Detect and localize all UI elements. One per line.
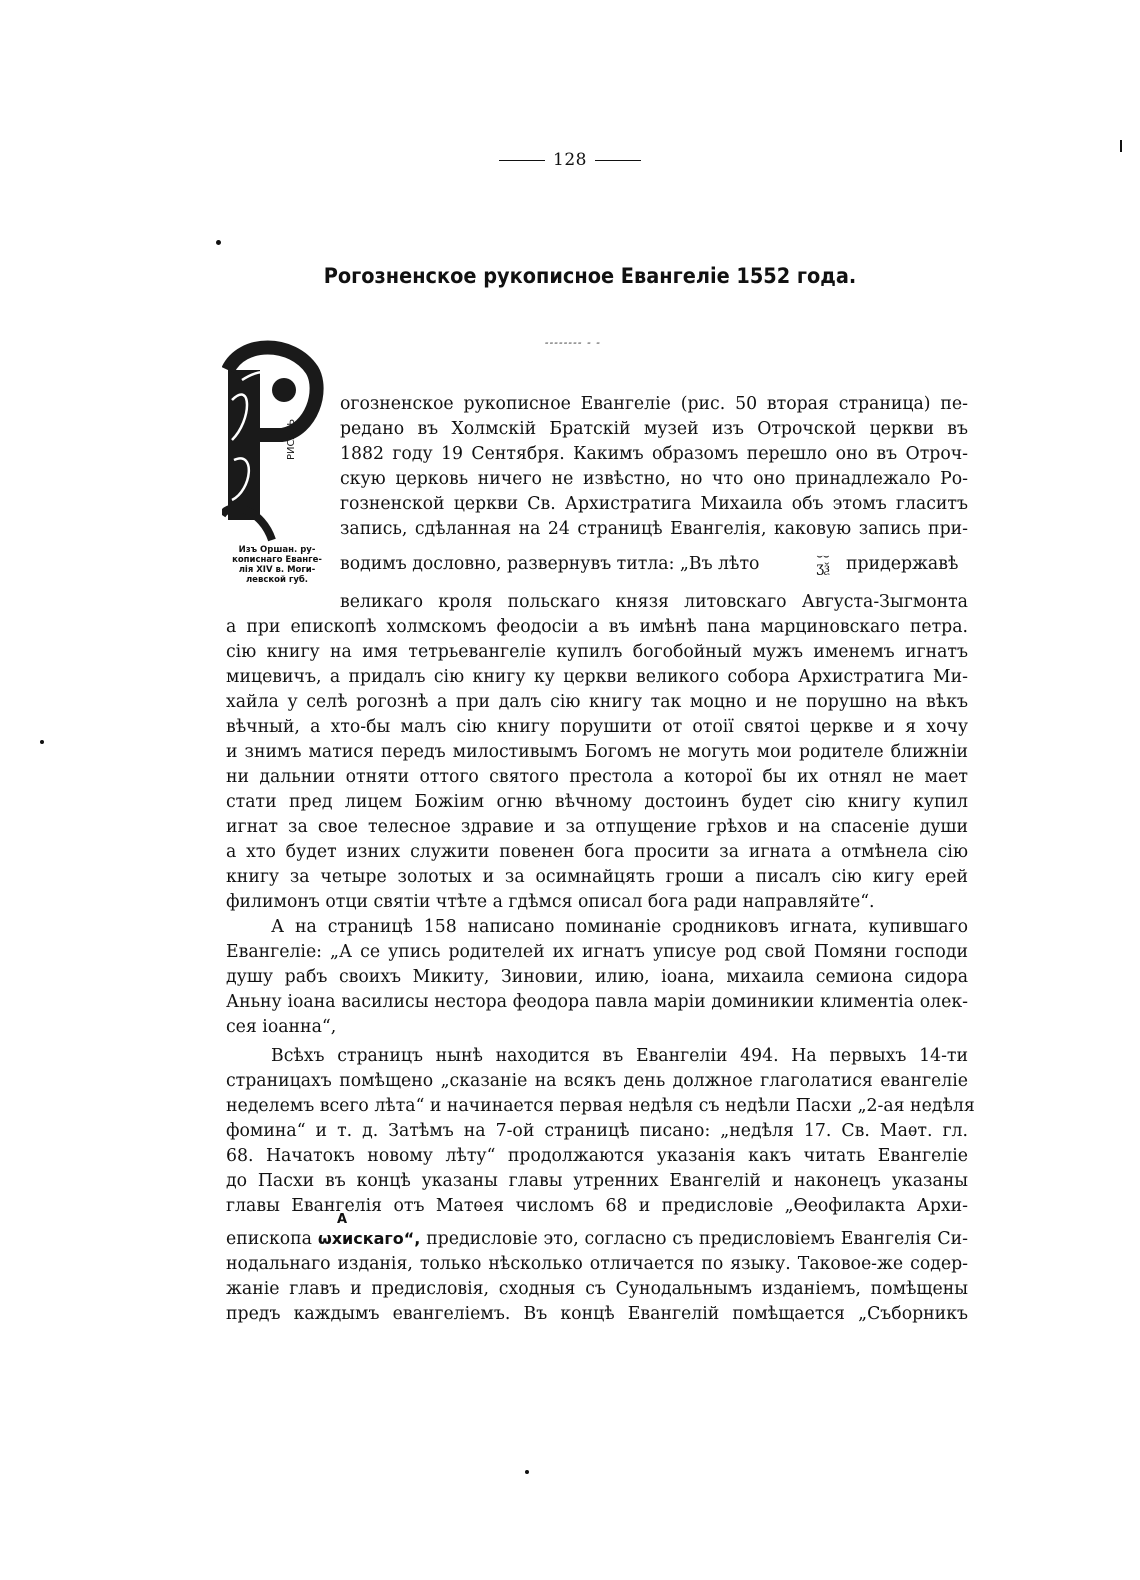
page-number [0, 150, 1140, 170]
caption-line: лія XIV в. Моги- [238, 565, 316, 575]
text-line: и знимъ матися передъ милостивымъ Богомъ не могуть мои родителе ближніи [226, 742, 968, 762]
initial-stem [228, 370, 260, 520]
text-line-left: водимъ дословно, развернувъ титла: „Въ лѣто [340, 554, 760, 574]
text-line: а хто будет изних служити повенен бога просити за игната а отмѣнела сію [226, 842, 968, 862]
text-line: 1882 году 19 Сентября. Какимъ образомъ перешло оно въ Отроч- [340, 444, 968, 464]
text-line: вѣчный, а хто-бы малъ сію книгу порушити от отоії святоі церкве и я хочу [226, 717, 968, 737]
initial-tail [222, 508, 272, 540]
text-span: предисловіе это, согласно съ предисловіемъ Евангелія Си- [420, 1229, 969, 1249]
caption-line: Изъ Оршан. ру- [238, 545, 316, 555]
text-line: запись, сдѣланная на 24 страницѣ Евангелія, каковую запись при- [340, 519, 968, 539]
illuminated-initial [222, 340, 324, 542]
text-line: неделемъ всего лѣта“ и начинается первая недѣля съ недѣли Пасхи „2-ая недѣля [226, 1096, 975, 1116]
text-line: гозненской церкви Св. Архистратига Михаила объ этомъ гласитъ [340, 494, 968, 514]
right-rule [595, 160, 641, 161]
stray-dot [525, 1470, 529, 1474]
text-line: а при епископѣ холмскомъ феодосіи а въ имѣнѣ пана марциновскаго петра. [226, 617, 968, 637]
text-line: предъ каждымъ евангеліемъ. Въ концѣ Евангелій помѣщается „Съборникъ [226, 1304, 968, 1324]
text-line: огозненское рукописное Евангеліе (рис. 50 вторая страница) пе- [340, 394, 968, 414]
superscript-a: А [337, 1212, 348, 1227]
caption-line: левской губ. [245, 575, 309, 585]
stray-dot [40, 740, 44, 744]
text-line: главы Евангелія отъ Матѳея числомъ 68 и предисловіе „Ѳеофилакта Архи- [226, 1196, 968, 1216]
text-line: А на страницѣ 158 написано поминаніе сродниковъ игната, купившаго [271, 917, 968, 937]
text-line: нодальнаго изданія, только нѣсколько отличается по языку. Таковое-же содер- [226, 1254, 968, 1274]
title-ornament: -------- - - [542, 336, 604, 349]
text-line: сію книгу на имя тетрьевангеліе купилъ богобойный мужъ именемъ игнатъ [226, 642, 968, 662]
text-line: Евангеліе: „А се упись родителей их игнатъ уписуе род свой Помяни господи [226, 942, 968, 962]
text-line: филимонъ отци святіи чтѣте а гдѣмся описал бога ради направляйте“. [226, 892, 875, 912]
stray-dot [216, 240, 221, 245]
text-line: ни дальнии отняти оттого святого престола а которої бы их отнял не мает [226, 767, 968, 787]
text-line: жаніе главъ и предисловія, сходныя съ Сунодальнымъ изданіемъ, помѣщены [226, 1279, 968, 1299]
text-line: книгу за четыре золотых и за осимнайцять гроши а писалъ сію кигу ерей [226, 867, 968, 887]
text-line: редано въ Холмскій Братскій музей изъ Отрочской церкви въ [340, 419, 968, 439]
text-line [226, 1226, 968, 1252]
text-span: епископа [226, 1229, 318, 1249]
initial-caption [218, 545, 336, 585]
text-line: душу рабъ своихъ Микиту, Зиновии, илию, іоана, михаила семиона сидора [226, 967, 968, 987]
text-line: великаго кроля польскаго князя литовскаго Августа-Зыгмонта [340, 592, 968, 612]
text-line: стати пред лицем Божіим огню вѣчному достоинъ будет сію книгу купил [226, 792, 968, 812]
text-line: Аньну іоана василисы нестора феодора павла маріи доминикии климентіа олек- [226, 992, 968, 1012]
text-line: мицевичъ, а придалъ сію книгу ку церкви великого собора Архистратига Ми- [226, 667, 968, 687]
initial-knot [272, 378, 296, 402]
page-title: Рогозненское рукописное Евангеліе 1552 года. [323, 264, 857, 288]
text-line: скую церковь ничего не извѣстно, но что оно принадлежало Ро- [340, 469, 968, 489]
text-line: игнат за свое телесное здравие и за отпущение грѣхов и на спасеніе души [226, 817, 968, 837]
text-line: страницахъ помѣщено „сказаніе на всякъ день должное глаголатися евангеліе [226, 1071, 968, 1091]
text-line: фомина“ и т. д. Затѣмъ на 7-ой страницѣ писано: „недѣля 17. Св. Маѳт. гл. [226, 1121, 968, 1141]
text-line: Всѣхъ страницъ нынѣ находится въ Евангеліи 494. На первыхъ 14-ти [271, 1046, 968, 1066]
numeral-text: ʒѯ [816, 560, 830, 576]
text-line-right: придержавѣ [846, 554, 959, 574]
text-line: 68. Начатокъ новому лѣту“ продолжаются указанія какъ читать Евангеліе [226, 1146, 968, 1166]
numeral-date: ⌣⌣ ʒѯ [816, 551, 830, 576]
initial-label: РИСАВЬ [286, 418, 297, 460]
text-line: до Пасхи въ концѣ указаны главы утренних Евангелій и наконецъ указаны [226, 1171, 968, 1191]
initial-letter: Р [262, 340, 263, 341]
page-number-text: 128 [553, 150, 587, 170]
caption-line: кописнаго Еванге- [232, 555, 322, 565]
left-rule [499, 160, 545, 161]
text-line: сея іоанна“, [226, 1017, 337, 1037]
old-slavonic-word: ѡхискаго“, [317, 1229, 421, 1248]
text-line: хайла у селѣ рогознѣ а при далъ сію книгу так моцно и не порушно на вѣкъ [226, 692, 968, 712]
